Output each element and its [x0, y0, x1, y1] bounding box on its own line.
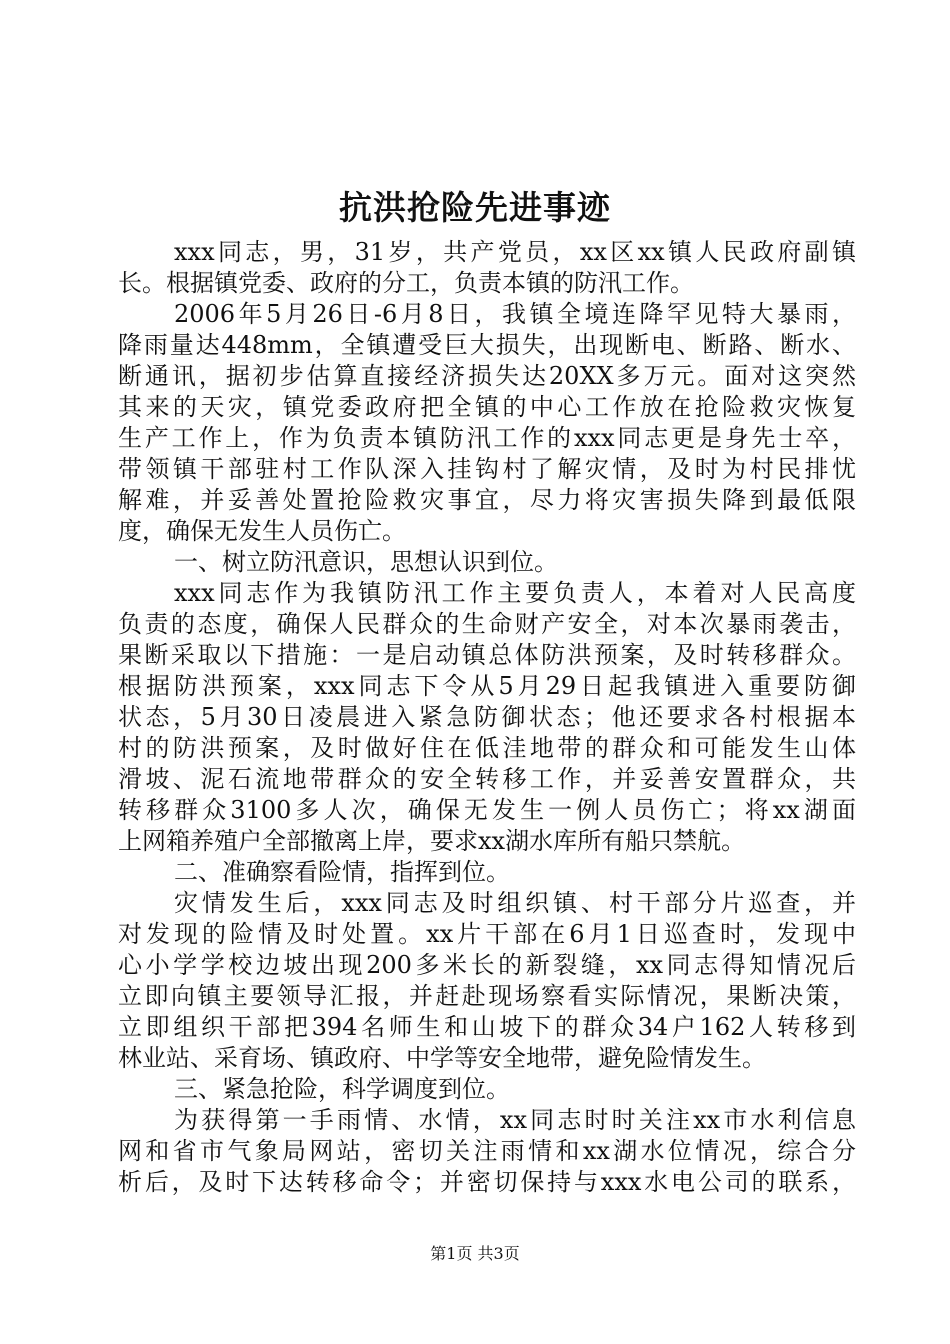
paragraph-line: xxx同志，男，31岁，共产党员，xx区xx镇人民政府副镇: [174, 238, 856, 266]
document-body: [118, 237, 856, 1198]
paragraph-line: 为获得第一手雨情、水情，xx同志时时关注xx市水利信息: [174, 1106, 856, 1134]
section-heading: 二、准确察看险情，指挥到位。: [174, 858, 510, 886]
paragraph-line: 立即组织干部把394名师生和山坡下的群众34户162人转移到: [118, 1013, 856, 1041]
paragraph-line: 长。根据镇党委、政府的分工，负责本镇的防汛工作。: [118, 269, 694, 297]
paragraph-line: 断通讯，据初步估算直接经济损失达20XX多万元。面对这突然: [118, 362, 856, 390]
paragraph-line: 对发现的险情及时处置。xx片干部在6月1日巡查时，发现中: [118, 920, 856, 948]
paragraph-line: 转移群众3100多人次，确保无发生一例人员伤亡；将xx湖面: [118, 796, 856, 824]
paragraph-line: 根据防洪预案，xxx同志下令从5月29日起我镇进入重要防御: [118, 672, 856, 700]
paragraph-line: 状态，5月30日凌晨进入紧急防御状态；他还要求各村根据本: [118, 703, 856, 731]
paragraph-line: 析后，及时下达转移命令；并密切保持与xxx水电公司的联系，: [118, 1168, 856, 1196]
paragraph-line: 心小学学校边坡出现200多米长的新裂缝，xx同志得知情况后: [118, 951, 856, 979]
paragraph-line: 带领镇干部驻村工作队深入挂钩村了解灾情，及时为村民排忧: [118, 455, 856, 483]
paragraph-line: 村的防洪预案，及时做好住在低洼地带的群众和可能发生山体: [118, 734, 856, 762]
page-number-footer: 第1页 共3页: [430, 1244, 520, 1263]
section-heading: 一、树立防汛意识，思想认识到位。: [174, 548, 558, 576]
paragraph-line: 上网箱养殖户全部撤离上岸，要求xx湖水库所有船只禁航。: [118, 827, 746, 855]
paragraph-line: 林业站、采育场、镇政府、中学等安全地带，避免险情发生。: [118, 1044, 766, 1072]
paragraph-line: 其来的天灾，镇党委政府把全镇的中心工作放在抢险救灾恢复: [118, 393, 856, 421]
paragraph-line: 负责的态度，确保人民群众的生命财产安全，对本次暴雨袭击，: [118, 610, 856, 638]
paragraph-line: 降雨量达448mm，全镇遭受巨大损失，出现断电、断路、断水、: [118, 331, 856, 359]
paragraph-line: 网和省市气象局网站，密切关注雨情和xx湖水位情况，综合分: [118, 1137, 856, 1165]
paragraph-line: 立即向镇主要领导汇报，并赶赴现场察看实际情况，果断决策，: [118, 982, 856, 1010]
paragraph-line: 解难，并妥善处置抢险救灾事宜，尽力将灾害损失降到最低限: [118, 486, 856, 514]
paragraph-line: 果断采取以下措施：一是启动镇总体防洪预案，及时转移群众。: [118, 641, 856, 669]
paragraph-line: 滑坡、泥石流地带群众的安全转移工作，并妥善安置群众，共: [118, 765, 856, 793]
paragraph-line: 灾情发生后，xxx同志及时组织镇、村干部分片巡查，并: [174, 889, 856, 917]
paragraph-line: 生产工作上，作为负责本镇防汛工作的xxx同志更是身先士卒，: [118, 424, 856, 452]
paragraph-line: xxx同志作为我镇防汛工作主要负责人，本着对人民高度: [174, 579, 856, 607]
document-title: 抗洪抢险先进事迹: [339, 188, 611, 227]
paragraph-line: 度，确保无发生人员伤亡。: [118, 517, 406, 545]
paragraph-line: 2006年5月26日-6月8日，我镇全境连降罕见特大暴雨，: [174, 300, 856, 328]
section-heading: 三、紧急抢险，科学调度到位。: [174, 1075, 510, 1103]
